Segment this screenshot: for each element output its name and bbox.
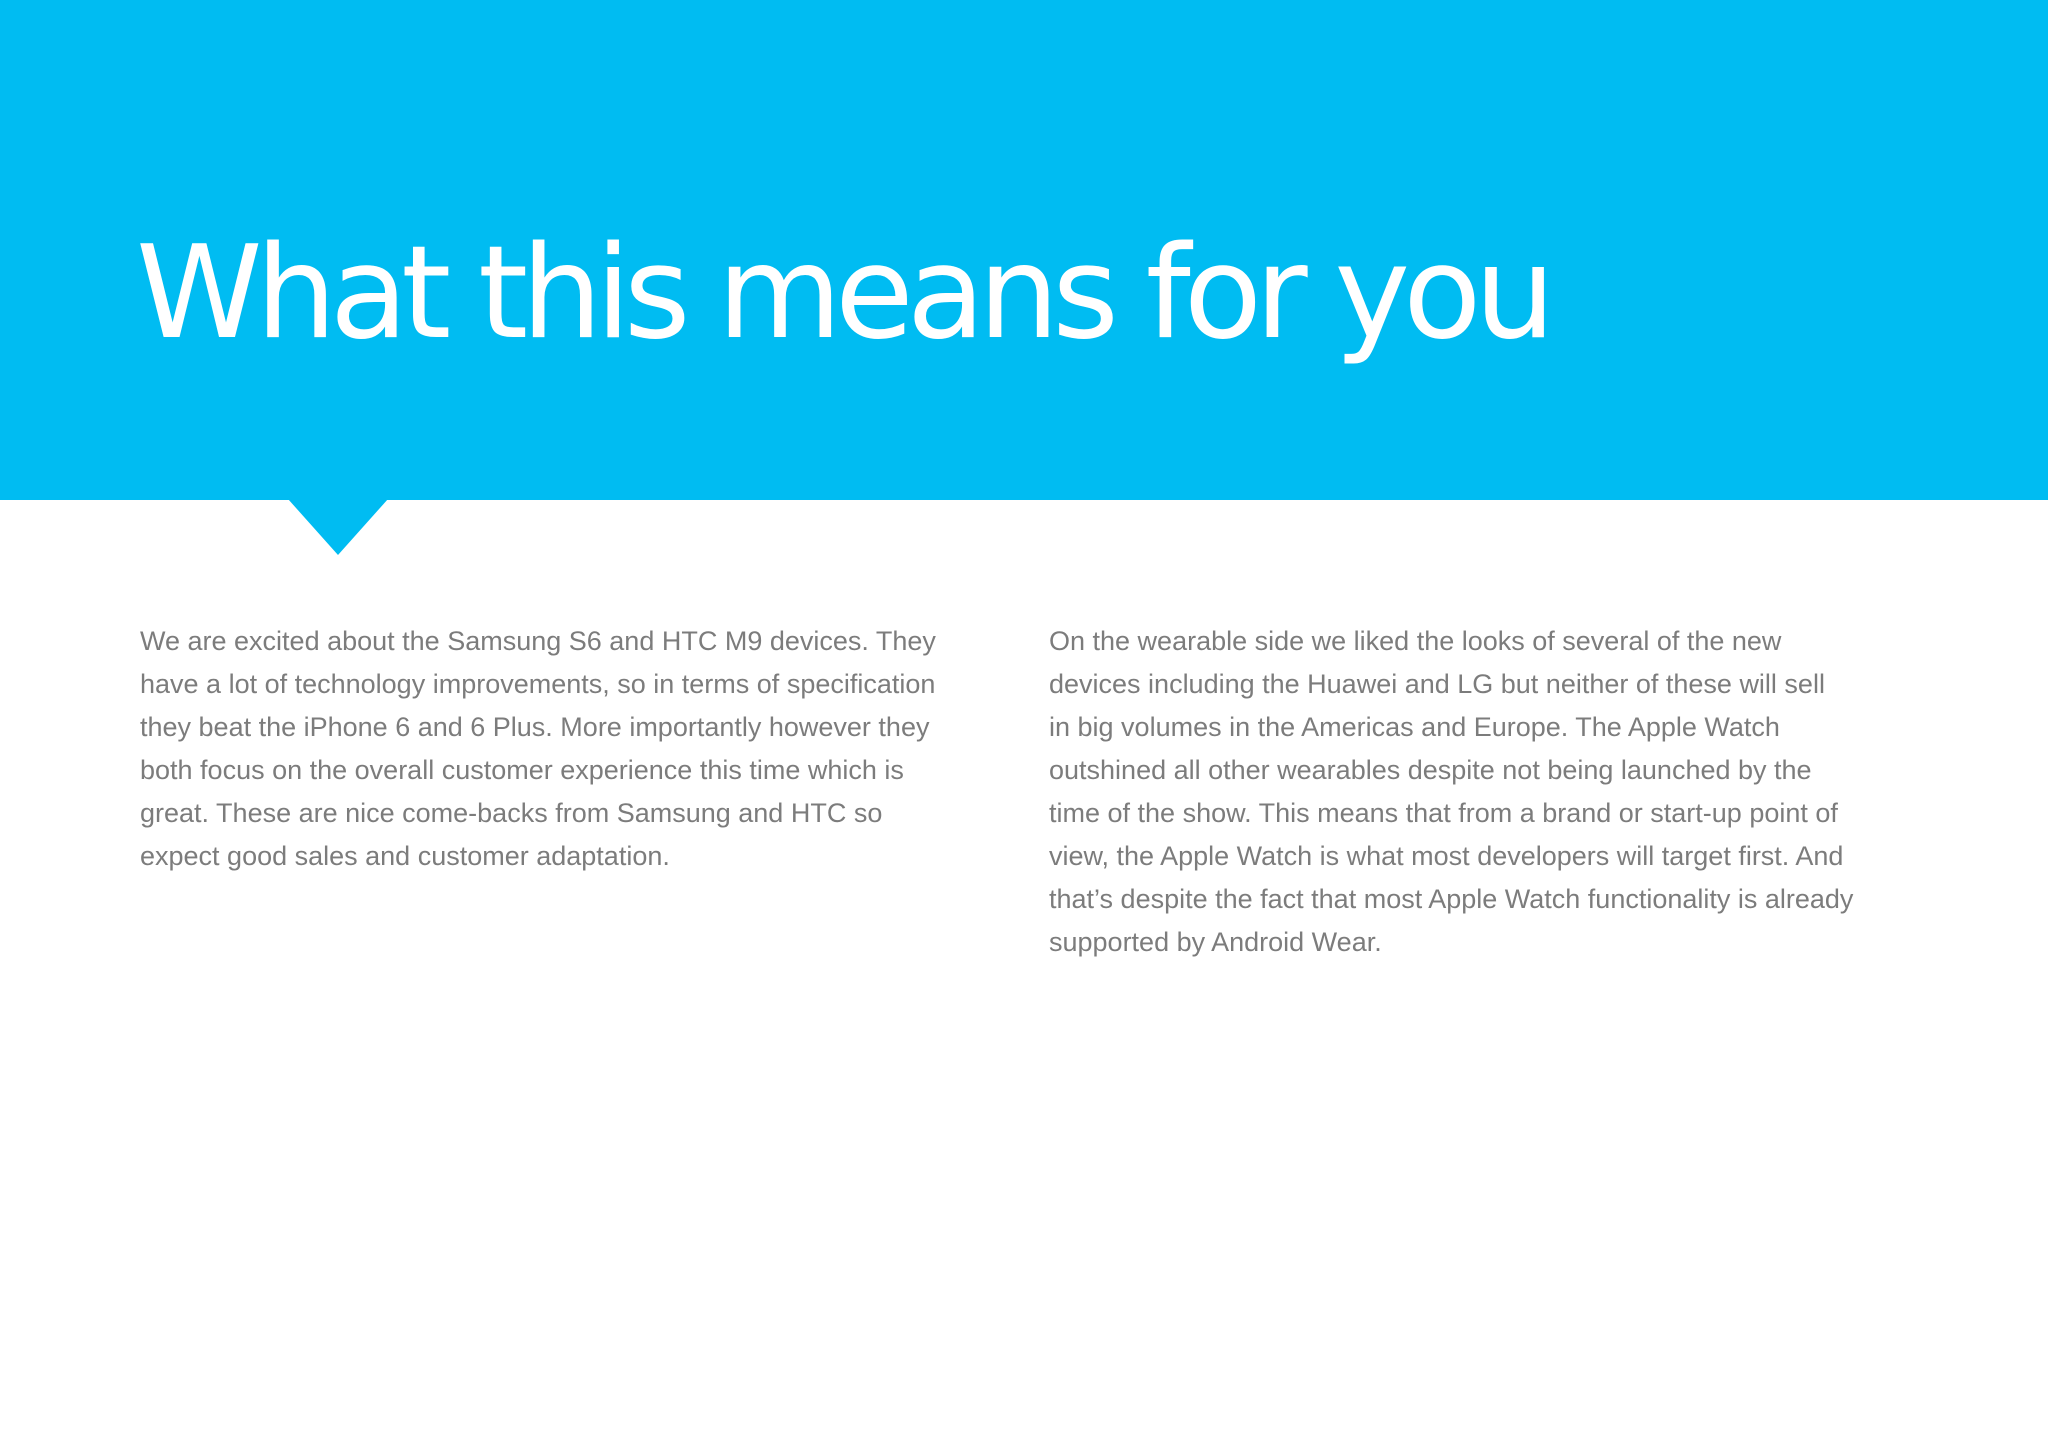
text-line: supported by Android Wear.	[1049, 927, 1382, 957]
right-column-text	[1049, 620, 1919, 964]
text-line: that’s despite the fact that most Apple Watch functionality is already	[1049, 884, 1854, 914]
text-line: great. These are nice come-backs from Samsung and HTC so	[140, 798, 883, 828]
text-line: We are excited about the Samsung S6 and HTC M9 devices. They	[140, 626, 936, 656]
text-line: time of the show. This means that from a brand or start-up point of	[1049, 798, 1838, 828]
text-line: expect good sales and customer adaptation.	[140, 841, 670, 871]
text-line: they beat the iPhone 6 and 6 Plus. More importantly however they	[140, 712, 930, 742]
banner-pointer	[288, 499, 388, 555]
text-line: devices including the Huawei and LG but neither of these will sell	[1049, 669, 1825, 699]
header-banner	[0, 0, 2048, 500]
left-column-text	[140, 620, 1000, 878]
text-line: both focus on the overall customer experience this time which is	[140, 755, 904, 785]
text-line: On the wearable side we liked the looks of several of the new	[1049, 626, 1782, 656]
text-line: outshined all other wearables despite not being launched by the	[1049, 755, 1812, 785]
text-line: in big volumes in the Americas and Europe. The Apple Watch	[1049, 712, 1780, 742]
page-title: What this means for you	[136, 219, 1549, 368]
text-line: view, the Apple Watch is what most developers will target first. And	[1049, 841, 1844, 871]
text-line: have a lot of technology improvements, so in terms of specification	[140, 669, 936, 699]
